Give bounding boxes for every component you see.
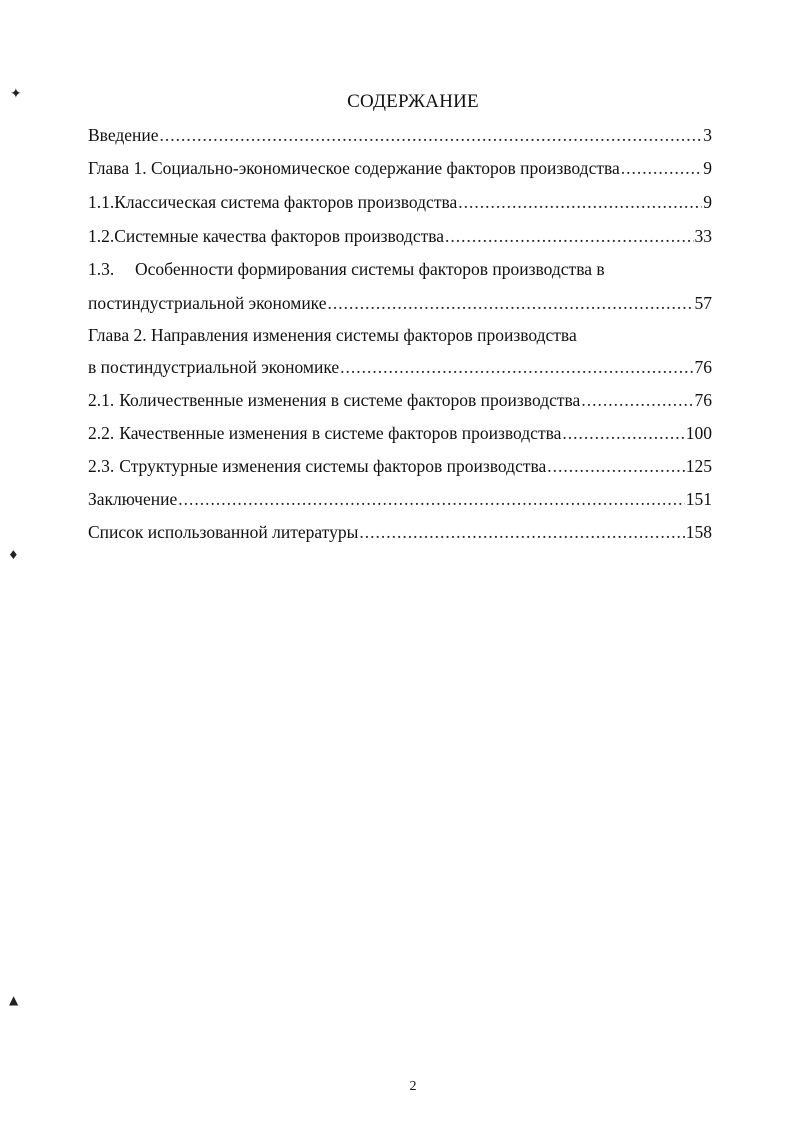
- toc-entry-text: Глава 1. Социально-экономическое содержание факторов производства: [88, 158, 620, 178]
- toc-entry-number: 1.3.: [88, 259, 115, 279]
- toc-entry-number: 2.3.: [88, 456, 115, 476]
- toc-entry-number: 1.1.: [88, 192, 115, 212]
- toc-entry-text: Классическая система факторов производства: [114, 192, 458, 212]
- toc-leader-dots: [178, 488, 685, 510]
- toc-entry-number: 2.2.: [88, 423, 115, 443]
- toc-entry-page: 3: [703, 125, 712, 145]
- toc-entry-page: 76: [694, 357, 712, 377]
- toc-entry-section-2-1: [88, 389, 712, 411]
- toc-entry-page: 100: [685, 423, 712, 443]
- toc-entry-page: 151: [685, 489, 712, 509]
- toc-entry-bibliography: [88, 521, 712, 543]
- toc-entry-text: Системные качества факторов производства: [114, 226, 445, 246]
- toc-entry-text: Заключение: [88, 489, 178, 509]
- toc-leader-dots: [340, 356, 693, 378]
- toc-leader-dots: [581, 389, 693, 411]
- toc-entry-page: 33: [694, 226, 712, 246]
- toc-entry-section-1-3: [88, 258, 605, 280]
- toc-entry-text: Список использованной литературы: [88, 522, 359, 542]
- toc-leader-dots: [359, 521, 684, 543]
- toc-entry-section-2-3: [88, 455, 712, 477]
- toc-entry-chapter-2-continued: [88, 356, 712, 378]
- page-number: 2: [409, 1079, 417, 1094]
- toc-entry-text: Глава 2. Направления изменения системы факторов производства: [88, 325, 577, 345]
- scan-mark-icon: ✦: [10, 86, 22, 102]
- toc-leader-dots: [562, 422, 684, 444]
- toc-entry-section-1-3-continued: [88, 292, 712, 314]
- toc-entry-page: 125: [685, 456, 712, 476]
- toc-entry-page: 76: [694, 390, 712, 410]
- toc-entry-conclusion: [88, 488, 712, 510]
- toc-entry-text: Структурные изменения системы факторов производства: [119, 456, 547, 476]
- toc-entry-text: в постиндустриальной экономике: [88, 357, 340, 377]
- scan-mark-icon: ♦: [8, 548, 19, 562]
- toc-entry-text: Качественные изменения в системе факторов производства: [119, 423, 562, 443]
- toc-entry-chapter-2: [88, 324, 577, 346]
- page-title: СОДЕРЖАНИЕ: [347, 91, 479, 112]
- toc-entry-text: Особенности формирования системы факторов производства в: [135, 259, 605, 279]
- toc-entry-text: Количественные изменения в системе факторов производства: [119, 390, 581, 410]
- scan-mark-icon: ▲: [9, 993, 19, 1007]
- toc-entry-page: 57: [694, 293, 712, 313]
- toc-entry-page: 9: [703, 192, 712, 212]
- toc-entry-page: 158: [685, 522, 712, 542]
- toc-entry-text: постиндустриальной экономике: [88, 293, 327, 313]
- toc-entry-section-2-2: [88, 422, 712, 444]
- toc-entry-section-1-1: [88, 191, 712, 213]
- toc-leader-dots: [328, 292, 694, 314]
- toc-leader-dots: [445, 225, 693, 247]
- toc-entry-section-1-2: [88, 225, 712, 247]
- toc-entry-number: 1.2.: [88, 226, 115, 246]
- toc-leader-dots: [458, 191, 702, 213]
- toc-entry-chapter-1: [88, 157, 712, 179]
- toc-leader-dots: [621, 157, 702, 179]
- toc-entry-introduction: [88, 124, 712, 146]
- toc-leader-dots: [160, 124, 703, 146]
- toc-entry-page: 9: [703, 158, 712, 178]
- toc-entry-text: Введение: [88, 125, 159, 145]
- toc-leader-dots: [547, 455, 684, 477]
- toc-entry-number: 2.1.: [88, 390, 115, 410]
